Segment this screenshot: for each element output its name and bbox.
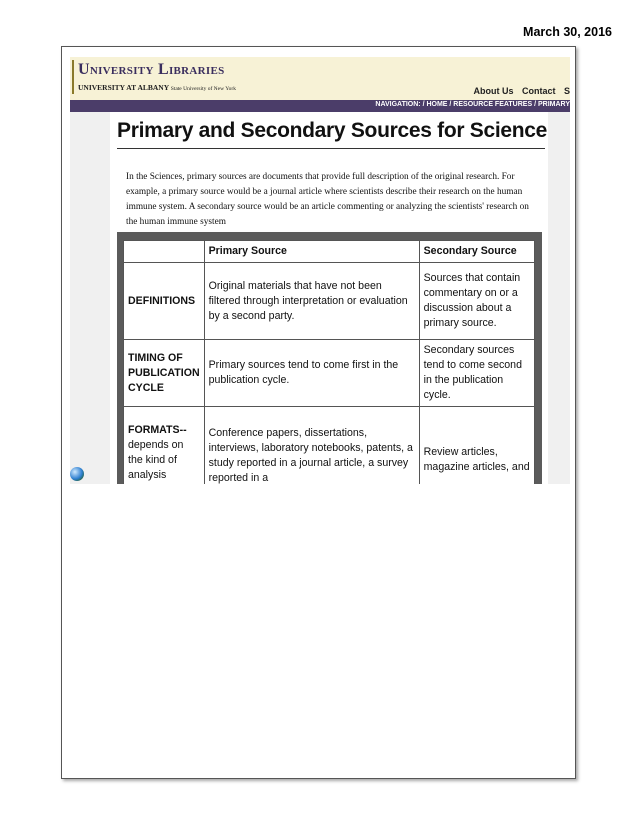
truncated-link[interactable]: S [563,86,570,96]
site-logo[interactable]: University Libraries [78,61,225,78]
navigation-bar [70,100,570,112]
table-row [124,340,535,407]
primary-cell: Conference papers, dissertations, interviews, laboratory notebooks, patents, a study reported in a journal article, a survey reported in a [204,407,419,485]
screenshot-frame [61,46,576,779]
top-links [467,86,570,96]
table-header-cell: Primary Source [204,241,419,263]
table-header-row [124,241,535,263]
primary-cell: Original materials that have not been filtered through interpretation or evaluation by a second party. [204,263,419,340]
globe-icon[interactable] [70,467,84,481]
site-subtitle [78,83,236,92]
table-row [124,407,535,485]
contact-link[interactable]: Contact [521,86,556,96]
row-label [124,407,205,485]
system-name: State University of New York [170,86,236,92]
about-us-link[interactable]: About Us [473,86,514,96]
table-header-cell [124,241,205,263]
left-margin [70,112,110,484]
secondary-cell: Sources that contain commentary on or a discussion about a primary source. [419,263,534,340]
row-label: TIMING OF PUBLICATION CYCLE [124,340,205,407]
secondary-cell: Secondary sources tend to come second in the publication cycle. [419,340,534,407]
primary-cell: Primary sources tend to come first in the publication cycle. [204,340,419,407]
title-divider [117,148,545,149]
brand-accent-bar [72,60,74,94]
browser-screenshot [70,57,570,484]
intro-paragraph: In the Sciences, primary sources are documents that provide full description of the original research. For example, a primary source would be a journal article where scientists describe their research on the human immune system. A secondary source would be an article commenting or analyzing the scientists' research on the human immune system [126,172,529,227]
university-name: UNIVERSITY AT ALBANY [78,83,169,92]
row-label: DEFINITIONS [124,263,205,340]
print-date: March 30, 2016 [523,25,612,39]
secondary-cell: Review articles, magazine articles, and [419,407,534,485]
site-header [70,57,570,100]
sources-table-container [117,232,542,484]
row-label-title: FORMATS-- [128,423,187,436]
page-title: Primary and Secondary Sources for Science [117,119,548,142]
sources-table [123,240,535,484]
table-header-cell: Secondary Source [419,241,534,263]
breadcrumb[interactable]: NAVIGATION: / HOME / RESOURCE FEATURES / PRIMARY [375,101,570,108]
right-margin [548,112,570,484]
row-label-subtitle: depends on the kind of analysis [128,438,184,481]
table-row [124,263,535,340]
